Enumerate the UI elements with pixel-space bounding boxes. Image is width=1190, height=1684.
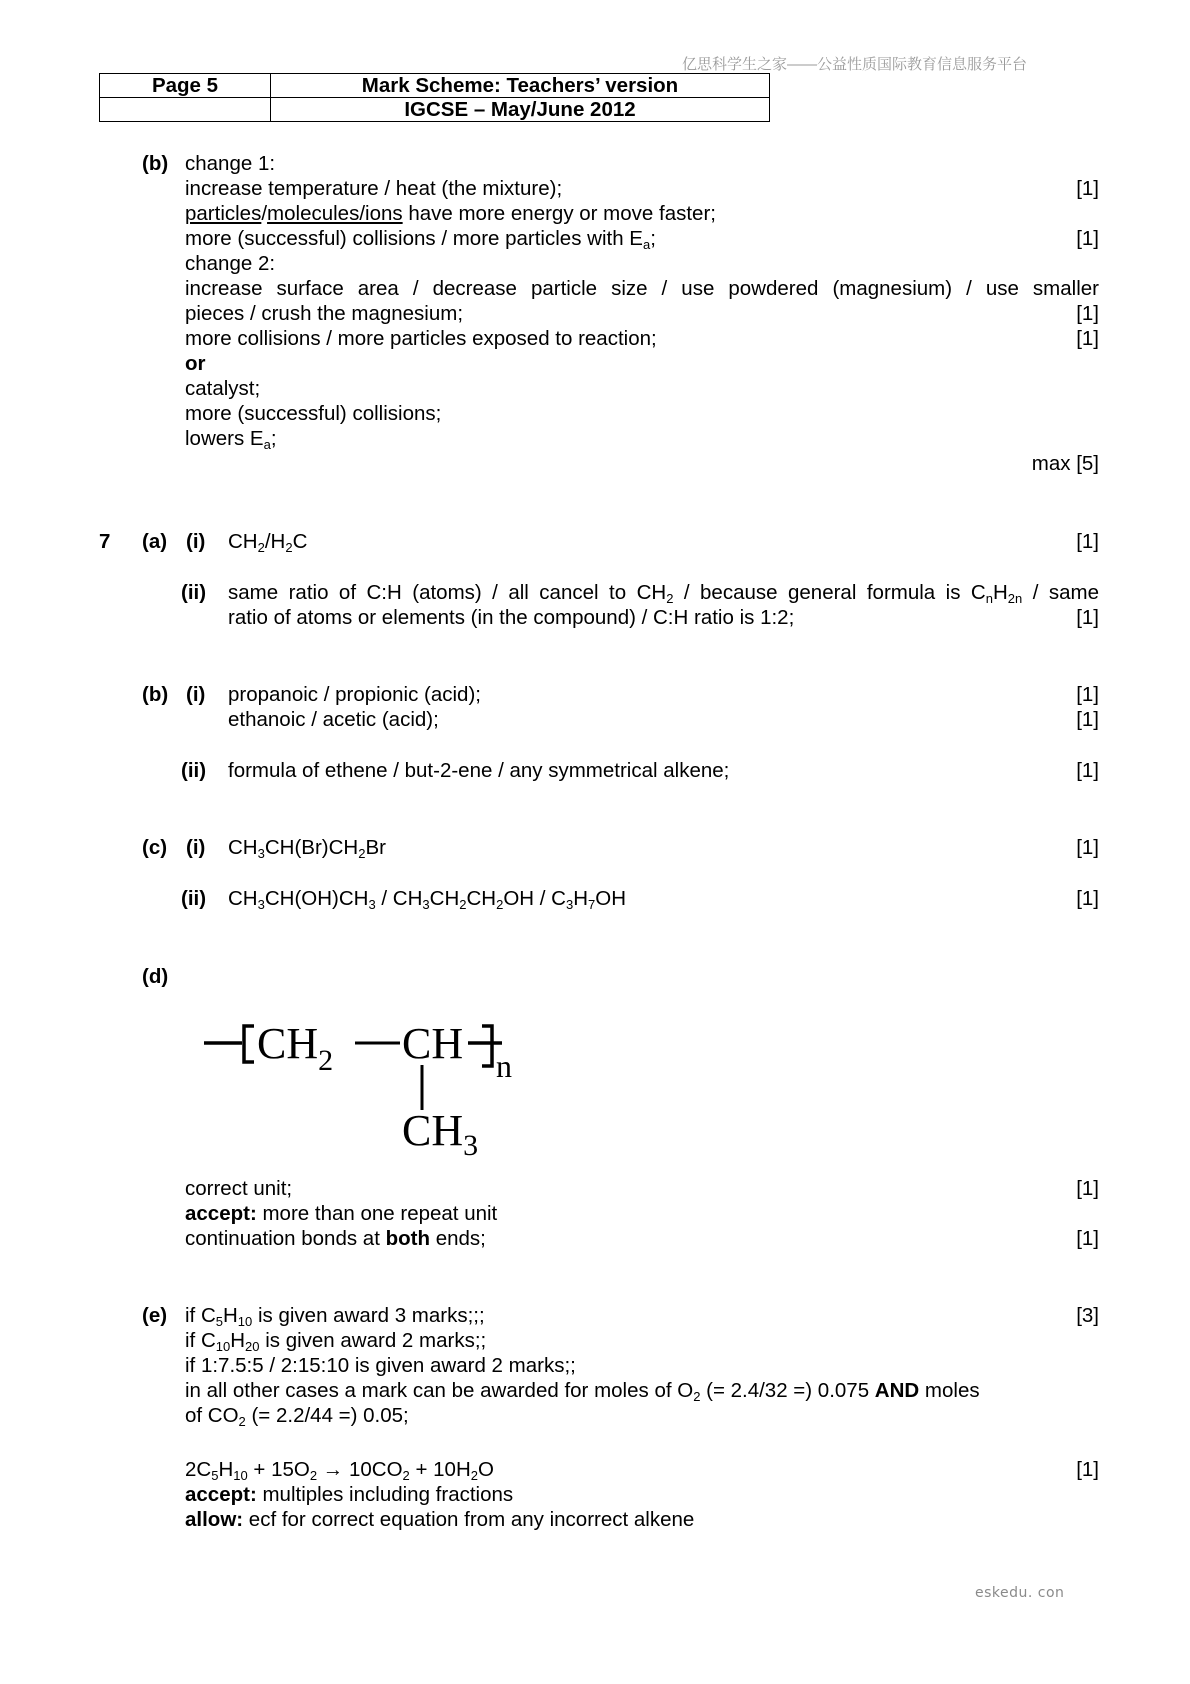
q7d-line-bonds: continuation bonds at both ends;	[185, 1227, 486, 1250]
header-empty-cell	[100, 98, 271, 122]
mark: [1]	[1076, 887, 1099, 910]
bracket-left	[244, 1026, 254, 1062]
header-title: Mark Scheme: Teachers’ version	[271, 74, 770, 98]
q7e-label: (e)	[142, 1304, 168, 1327]
mark: [1]	[1076, 530, 1099, 553]
mark: [1]	[1076, 708, 1099, 731]
ch2-group: $CH_2$	[257, 1019, 334, 1077]
q6b-label: (b)	[142, 152, 169, 175]
q6b-line-exposed: more collisions / more particles exposed to reaction;	[185, 327, 657, 350]
q7e-line-moles-o2: in all other cases a mark can be awarded for moles of $O_2$ (= 2.4/32 =) 0.075 AND moles	[185, 1379, 980, 1404]
q6b-change1: change 1:	[185, 152, 276, 175]
q6b-or: or	[185, 352, 206, 375]
q7e-line-c10h20: if $C_{10}H_{20}$ is given award 2 marks;;	[185, 1329, 487, 1354]
ch-group: CH	[402, 1019, 464, 1068]
q7c-i-label: (i)	[186, 836, 206, 859]
mark: [1]	[1076, 327, 1099, 350]
footer-site-text: eskedu. con	[975, 1585, 1065, 1601]
q7d-line-accept: accept: more than one repeat unit	[185, 1202, 498, 1225]
q7c-i-answer: $CH_3CH(Br)CH_2Br$	[228, 836, 386, 861]
q7a-ii-line2: ratio of atoms or elements (in the compound) / C:H ratio is 1:2;	[228, 606, 795, 629]
q6b-line-pieces: pieces / crush the magnesium;	[185, 302, 464, 325]
mark: [1]	[1076, 836, 1099, 859]
q7c-ii-answer: $CH_3CH(OH)CH_3 / CH_3CH_2CH_2OH / C_3H_7OH$	[228, 887, 627, 912]
bracket-right	[482, 1026, 492, 1066]
underlined-term: particles	[185, 202, 262, 225]
q7e-equation: $2C_5H_{10} + 15O_2 \to 10CO_2 + 10H_2O$	[185, 1458, 494, 1483]
q7a-i-label: (i)	[186, 530, 206, 553]
mark: [1]	[1076, 1227, 1099, 1250]
watermark-text: 亿思科学生之家——公益性质国际教育信息服务平台	[682, 56, 1028, 73]
mark: [1]	[1076, 1177, 1099, 1200]
mark: [1]	[1076, 1458, 1099, 1481]
q6b-line-particles: particles/molecules/ions have more energy or move faster;	[185, 202, 716, 225]
q6b-max-mark: max [5]	[1031, 452, 1099, 475]
mark: [1]	[1076, 227, 1099, 250]
mark: [1]	[1076, 683, 1099, 706]
q7e-line-accept: accept: multiples including fractions	[185, 1483, 514, 1506]
q7e-line-moles-co2: of $CO_2$ (= 2.2/44 =) 0.05;	[185, 1404, 409, 1429]
q6b-line-catalyst: catalyst;	[185, 377, 261, 400]
ch3-group: $CH_3$	[402, 1106, 479, 1160]
header-exam: IGCSE – May/June 2012	[271, 98, 770, 122]
q6b-line-lowers-ea: lowers $E_a$;	[185, 427, 277, 452]
q7e-line-c5h10: if $C_5H_{10}$ is given award 3 marks;;;	[185, 1304, 485, 1329]
q7b-i-line1: propanoic / propionic (acid);	[228, 683, 481, 706]
mark: [1]	[1076, 177, 1099, 200]
q7e-line-ratio: if 1:7.5:5 / 2:15:10 is given award 2 marks;;	[185, 1354, 576, 1377]
q6b-line-more-collisions: more (successful) collisions;	[185, 402, 442, 425]
q7a-i-answer: $CH_2/H_2C$	[228, 530, 308, 555]
q7b-i-label: (i)	[186, 683, 206, 706]
polymer-structure-diagram	[200, 1010, 560, 1160]
q7a-ii-line1: same ratio of C:H (atoms) / all cancel to $CH_2$ / because general formula is $C_nH_{2n}$ / same	[228, 581, 1099, 606]
q7b-ii-line1: formula of ethene / but-2-ene / any symmetrical alkene;	[228, 759, 730, 782]
q7-number: 7	[99, 530, 111, 553]
mark: [1]	[1076, 606, 1099, 629]
q6b-line-collisions: more (successful) collisions / more particles with $E_a$;	[185, 227, 656, 252]
q7c-ii-label: (ii)	[181, 887, 207, 910]
mark: [1]	[1076, 302, 1099, 325]
q7d-label: (d)	[142, 965, 169, 988]
q6b-line-surface-area: increase surface area / decrease particle size / use powdered (magnesium) / use smaller	[185, 277, 1099, 300]
q7a-ii-label: (ii)	[181, 581, 207, 604]
q7b-i-line2: ethanoic / acetic (acid);	[228, 708, 439, 731]
q7b-label: (b)	[142, 683, 169, 706]
header-page: Page 5	[100, 74, 271, 98]
header-table	[99, 73, 770, 122]
q7c-label: (c)	[142, 836, 168, 859]
q7a-label: (a)	[142, 530, 168, 553]
mark: [3]	[1076, 1304, 1099, 1327]
underlined-term: molecules/ions	[267, 202, 403, 225]
q7b-ii-label: (ii)	[181, 759, 207, 782]
q6b-line-temperature: increase temperature / heat (the mixture);	[185, 177, 563, 200]
q6b-change2: change 2:	[185, 252, 276, 275]
q7d-line-unit: correct unit;	[185, 1177, 293, 1200]
repeat-n: n	[496, 1048, 512, 1084]
mark: [1]	[1076, 759, 1099, 782]
q7e-line-allow: allow: ecf for correct equation from any incorrect alkene	[185, 1508, 695, 1531]
